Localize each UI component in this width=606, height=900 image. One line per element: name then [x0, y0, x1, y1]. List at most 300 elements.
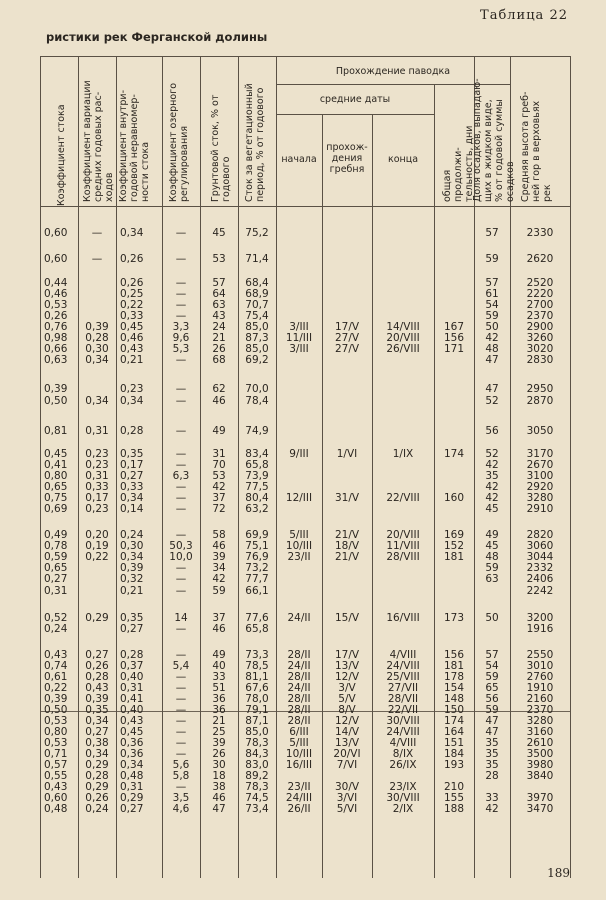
table-cell: 70,0 — [245, 383, 269, 395]
table-cell: 0,31 — [120, 781, 144, 793]
table-cell: 0,45 — [44, 448, 68, 460]
table-cell: 210 — [443, 781, 465, 793]
table-cell: 2370 — [526, 704, 554, 716]
table-cell: 0,60 — [44, 253, 68, 265]
table-cell: 59 — [212, 585, 226, 597]
table-cell: 34 — [212, 562, 226, 574]
table-cell: 0,81 — [44, 425, 68, 437]
table-cell: 14 — [174, 612, 188, 624]
table-cell: 0,23 — [85, 459, 109, 471]
header-veget: Сток за вегетационный период, % от годового — [244, 83, 266, 202]
table-cell: — — [175, 748, 187, 760]
table-cell — [374, 471, 432, 482]
table-cell: 0,22 — [44, 682, 68, 694]
table-cell: 0,48 — [120, 770, 144, 782]
table-cell: — — [175, 425, 187, 437]
table-cell: 5,6 — [172, 759, 190, 771]
table-cell: 0,22 — [120, 299, 144, 311]
table-cell — [278, 624, 320, 635]
header-nachala: начала — [281, 154, 317, 165]
table-cell: 5/III — [289, 737, 309, 749]
table-cell: 63 — [212, 299, 226, 311]
table-cell — [436, 300, 472, 311]
table-cell: 0,50 — [44, 704, 68, 716]
table-cell: 0,39 — [120, 562, 144, 574]
table-cell: 0,28 — [85, 671, 109, 683]
table-cell: — — [175, 253, 187, 265]
table-cell: 57 — [212, 277, 226, 289]
table-cell: 14/VIII — [386, 321, 420, 333]
table-cell: 0,17 — [85, 492, 109, 504]
table-cell: 37 — [212, 612, 226, 624]
table-cell: 53 — [212, 253, 226, 265]
table-cell: 0,43 — [44, 781, 68, 793]
table-cell: 10/III — [285, 748, 313, 760]
table-cell — [324, 426, 370, 437]
table-cell: 52 — [485, 448, 499, 460]
table-cell: 26/II — [287, 803, 311, 815]
table-cell: 73,9 — [245, 470, 269, 482]
table-cell: 27/V — [334, 332, 360, 344]
table-cell: 68 — [212, 354, 226, 366]
table-cell: 0,35 — [120, 612, 144, 624]
table-cell — [476, 586, 508, 597]
table-cell: 184 — [443, 748, 465, 760]
table-cell — [374, 300, 432, 311]
table-cell: 85,0 — [245, 343, 269, 355]
table-cell: 0,66 — [44, 343, 68, 355]
table-cell: 68,4 — [245, 277, 269, 289]
table-cell: 70,7 — [245, 299, 269, 311]
table-cell: 47 — [485, 354, 499, 366]
table-cell: 0,21 — [120, 354, 144, 366]
table-cell — [324, 384, 370, 395]
table-cell — [278, 460, 320, 471]
data-table — [40, 56, 570, 878]
table-cell: 0,60 — [44, 227, 68, 239]
table-cell: 0,29 — [85, 612, 109, 624]
table-cell — [476, 624, 508, 635]
table-cell: 2220 — [526, 288, 554, 300]
table-cell: 0,28 — [120, 649, 144, 661]
table-cell: 83,4 — [245, 448, 269, 460]
table-cell — [436, 355, 472, 366]
table-cell: — — [175, 288, 187, 300]
table-cell: 9,6 — [172, 332, 190, 344]
table-cell: 0,32 — [120, 573, 144, 585]
table-cell: 61 — [485, 288, 499, 300]
table-cell: 9/III — [289, 448, 309, 460]
table-cell: 174 — [443, 448, 465, 460]
table-cell: 0,80 — [44, 470, 68, 482]
table-cell — [374, 254, 432, 265]
table-cell — [278, 471, 320, 482]
table-cell: 152 — [443, 540, 465, 552]
table-cell: 75,4 — [245, 310, 269, 322]
table-cell: 54 — [485, 299, 499, 311]
table-cell: 0,44 — [44, 277, 68, 289]
table-cell: 45 — [485, 540, 499, 552]
table-cell: 23/II — [287, 781, 311, 793]
table-cell: 0,35 — [85, 704, 109, 716]
table-cell: 3280 — [526, 715, 554, 727]
col-rule — [116, 56, 117, 878]
table-cell: 36 — [212, 704, 226, 716]
table-cell: 0,63 — [44, 354, 68, 366]
table-cell — [374, 289, 432, 300]
table-cell: — — [91, 227, 103, 239]
table-cell: 3840 — [526, 770, 554, 782]
table-cell: 2242 — [526, 585, 554, 597]
table-cell: 171 — [443, 343, 465, 355]
table-cell: 0,33 — [85, 481, 109, 493]
table-cell: 33 — [212, 671, 226, 683]
table-cell — [374, 355, 432, 366]
table-cell: 0,46 — [120, 332, 144, 344]
table-cell: 23/II — [287, 551, 311, 563]
table-cell — [436, 574, 472, 585]
table-cell: — — [175, 623, 187, 635]
table-cell — [436, 624, 472, 635]
table-cell: 78,3 — [245, 737, 269, 749]
table-cell: — — [175, 682, 187, 694]
table-cell: 181 — [443, 551, 465, 563]
table-cell: 0,43 — [85, 682, 109, 694]
table-cell: 0,59 — [44, 551, 68, 563]
table-cell: — — [175, 671, 187, 683]
table-cell: 0,39 — [85, 321, 109, 333]
table-cell: 3010 — [526, 660, 554, 672]
table-cell: 73,2 — [245, 562, 269, 574]
table-cell: — — [175, 585, 187, 597]
table-cell: 24 — [212, 321, 226, 333]
col-rule — [40, 56, 41, 878]
table-cell: 28/II — [287, 715, 311, 727]
table-cell: 2700 — [526, 299, 554, 311]
table-cell: 0,27 — [120, 470, 144, 482]
table-cell: 151 — [443, 737, 465, 749]
table-cell: 28/VII — [387, 693, 419, 705]
table-cell: 3/V — [338, 682, 356, 694]
table-cell: 54 — [485, 660, 499, 672]
table-cell: 0,48 — [44, 803, 68, 815]
table-cell: 2330 — [526, 227, 554, 239]
table-cell: — — [175, 573, 187, 585]
table-cell: 28/II — [287, 671, 311, 683]
table-cell: 155 — [443, 792, 465, 804]
table-cell: — — [175, 299, 187, 311]
table-cell: — — [175, 715, 187, 727]
header-dlit: общая продолжи- тельность, дни — [442, 125, 475, 202]
header-k-vnutr: Коэффициент внутри- годовой неравномер- ности стока — [118, 89, 151, 202]
table-cell: 0,43 — [120, 715, 144, 727]
table-cell: 23/IX — [389, 781, 417, 793]
table-cell: — — [175, 383, 187, 395]
table-cell: 6,3 — [172, 470, 190, 482]
table-cell: 42 — [485, 481, 499, 493]
header-osadki: Доля осадков, выпадаю- щих в жидком виде, % от годовой суммы осадков — [472, 78, 516, 202]
table-cell: 26 — [212, 748, 226, 760]
table-cell: 2520 — [526, 277, 554, 289]
table-cell — [80, 289, 114, 300]
table-cell — [278, 504, 320, 515]
table-cell: 2160 — [526, 693, 554, 705]
table-cell: 2620 — [526, 253, 554, 265]
table-cell: 0,39 — [85, 693, 109, 705]
header-greben: прохож- дения гребня — [326, 142, 368, 175]
table-cell: 13/V — [334, 660, 360, 672]
table-cell: 24/II — [287, 660, 311, 672]
table-cell: 52 — [485, 395, 499, 407]
table-cell: 42 — [485, 332, 499, 344]
table-cell: 24/VIII — [386, 726, 420, 738]
table-cell: 26/VIII — [386, 343, 420, 355]
table-cell: 21 — [212, 715, 226, 727]
table-cell: 59 — [485, 310, 499, 322]
table-cell: 85,0 — [245, 726, 269, 738]
table-cell: 69,2 — [245, 354, 269, 366]
header-rule-bottom — [40, 206, 570, 207]
table-cell: 10/III — [285, 540, 313, 552]
table-cell: 42 — [212, 481, 226, 493]
table-cell: 83,0 — [245, 759, 269, 771]
table-cell — [324, 289, 370, 300]
table-cell: 72 — [212, 503, 226, 515]
table-cell: 85,0 — [245, 321, 269, 333]
table-cell: 0,71 — [44, 748, 68, 760]
table-cell — [324, 504, 370, 515]
table-cell: 56 — [485, 693, 499, 705]
table-cell: 0,27 — [120, 623, 144, 635]
col-rule — [162, 56, 163, 878]
col-rule — [322, 114, 323, 878]
table-cell: 28/II — [287, 649, 311, 661]
table-cell: 50 — [485, 321, 499, 333]
table-cell: — — [175, 448, 187, 460]
table-cell: 0,43 — [44, 649, 68, 661]
table-cell: 2370 — [526, 310, 554, 322]
table-cell: 156 — [443, 649, 465, 661]
table-cell: 42 — [485, 492, 499, 504]
table-cell: 0,34 — [85, 395, 109, 407]
table-cell: 0,98 — [44, 332, 68, 344]
table-cell: 43 — [212, 310, 226, 322]
table-cell — [80, 563, 114, 574]
table-cell: 0,53 — [44, 715, 68, 727]
header-k-var: Коэффициент вариации средних годовых рас- ходов — [82, 80, 115, 202]
table-cell: 0,65 — [44, 562, 68, 574]
table-cell: 4,6 — [172, 803, 190, 815]
table-cell: 154 — [443, 682, 465, 694]
table-cell: 65 — [485, 682, 499, 694]
table-cell: 3/VI — [336, 792, 358, 804]
table-cell — [324, 278, 370, 289]
table-cell — [436, 254, 472, 265]
table-cell: 0,76 — [44, 321, 68, 333]
table-cell: 0,27 — [85, 726, 109, 738]
table-cell: 70 — [212, 459, 226, 471]
table-cell: 46 — [212, 395, 226, 407]
table-cell: — — [175, 492, 187, 504]
table-cell: 31 — [212, 448, 226, 460]
table-cell: 0,45 — [120, 726, 144, 738]
table-cell — [278, 355, 320, 366]
table-cell: 64 — [212, 288, 226, 300]
table-cell: 0,52 — [44, 612, 68, 624]
table-cell: 30/VIII — [386, 715, 420, 727]
table-cell: 65,8 — [245, 459, 269, 471]
table-cell: — — [175, 562, 187, 574]
table-cell: 47 — [212, 803, 226, 815]
table-cell: 3980 — [526, 759, 554, 771]
table-cell: 50,3 — [169, 540, 193, 552]
table-cell: 36 — [212, 693, 226, 705]
table-cell: — — [175, 649, 187, 661]
table-cell: 21/V — [334, 529, 360, 541]
table-cell: 178 — [443, 671, 465, 683]
table-cell: 0,60 — [44, 792, 68, 804]
table-cell: 2920 — [526, 481, 554, 493]
table-cell: 3050 — [526, 425, 554, 437]
table-cell: 28/VIII — [386, 551, 420, 563]
table-cell: 59 — [485, 671, 499, 683]
table-cell: — — [175, 354, 187, 366]
table-cell: 0,27 — [85, 649, 109, 661]
table-cell: — — [175, 227, 187, 239]
table-cell: 0,39 — [44, 693, 68, 705]
table-cell: 2/IX — [392, 803, 414, 815]
table-cell: 57 — [485, 649, 499, 661]
table-cell: 63,2 — [245, 503, 269, 515]
table-cell: 0,30 — [85, 343, 109, 355]
table-cell: 0,30 — [120, 540, 144, 552]
table-cell: 24/II — [287, 682, 311, 694]
table-cell: 0,40 — [120, 704, 144, 716]
table-cell: 57 — [485, 277, 499, 289]
table-cell: 5,8 — [172, 770, 190, 782]
table-cell — [278, 396, 320, 407]
table-cell: 53 — [212, 470, 226, 482]
table-cell: 150 — [443, 704, 465, 716]
table-cell: 26 — [212, 343, 226, 355]
table-cell: 0,35 — [120, 448, 144, 460]
table-cell: 39 — [212, 737, 226, 749]
table-cell — [324, 586, 370, 597]
table-cell: 3/III — [289, 321, 309, 333]
table-cell — [374, 586, 432, 597]
table-cell: 48 — [485, 551, 499, 563]
table-cell: — — [175, 693, 187, 705]
table-cell: 0,45 — [120, 321, 144, 333]
table-cell — [374, 460, 432, 471]
table-cell: 0,38 — [85, 737, 109, 749]
table-cell: — — [175, 459, 187, 471]
table-cell: 0,36 — [120, 748, 144, 760]
table-cell: 11/VIII — [386, 540, 420, 552]
table-cell — [374, 278, 432, 289]
table-cell: 67,6 — [245, 682, 269, 694]
table-cell — [278, 278, 320, 289]
table-cell: 35 — [485, 748, 499, 760]
header-vysota: Средняя высота греб- ней гор в верховьях рек — [520, 91, 553, 202]
table-cell: 47 — [485, 726, 499, 738]
table-cell: 3260 — [526, 332, 554, 344]
table-cell: 173 — [443, 612, 465, 624]
table-cell: 0,34 — [120, 395, 144, 407]
table-cell — [278, 586, 320, 597]
table-cell — [80, 574, 114, 585]
table-cell: 30 — [212, 759, 226, 771]
table-cell: 0,57 — [44, 759, 68, 771]
table-number: Таблица 22 — [480, 8, 568, 23]
table-cell: 0,69 — [44, 503, 68, 515]
table-cell: 2610 — [526, 737, 554, 749]
table-cell: 0,34 — [120, 759, 144, 771]
table-cell: 24/II — [287, 612, 311, 624]
table-cell: 77,7 — [245, 573, 269, 585]
table-cell: 75,2 — [245, 227, 269, 239]
table-cell — [80, 384, 114, 395]
table-cell: 0,27 — [120, 803, 144, 815]
table-cell: 0,21 — [120, 585, 144, 597]
table-cell — [324, 574, 370, 585]
table-cell: 0,19 — [85, 540, 109, 552]
table-cell: 174 — [443, 715, 465, 727]
table-cell: 56 — [485, 425, 499, 437]
table-cell: 0,53 — [44, 299, 68, 311]
table-cell: 14/V — [334, 726, 360, 738]
table-cell: 0,46 — [44, 288, 68, 300]
table-cell — [436, 384, 472, 395]
table-cell: 73,4 — [245, 803, 269, 815]
table-cell: 84,3 — [245, 748, 269, 760]
table-cell: 78,0 — [245, 693, 269, 705]
table-cell: 15/V — [334, 612, 360, 624]
table-cell: 2760 — [526, 671, 554, 683]
table-cell: — — [91, 253, 103, 265]
table-cell: 18/V — [334, 540, 360, 552]
table-cell: 1916 — [526, 623, 554, 635]
table-cell: 66,1 — [245, 585, 269, 597]
table-cell: 0,31 — [85, 470, 109, 482]
table-cell: 71,4 — [245, 253, 269, 265]
col-rule — [238, 56, 239, 878]
table-cell: 3280 — [526, 492, 554, 504]
table-cell: 188 — [443, 803, 465, 815]
table-cell: 0,28 — [120, 425, 144, 437]
table-cell: 20/VI — [333, 748, 361, 760]
table-cell: — — [175, 737, 187, 749]
table-cell: 78,5 — [245, 660, 269, 672]
table-cell: 21 — [212, 332, 226, 344]
table-cell: 0,34 — [85, 354, 109, 366]
table-cell: 2830 — [526, 354, 554, 366]
table-cell: 39 — [212, 551, 226, 563]
table-cell: 0,36 — [120, 737, 144, 749]
table-cell: — — [175, 781, 187, 793]
table-cell: 6/III — [289, 726, 309, 738]
table-cell: 87,3 — [245, 332, 269, 344]
table-cell: 0,29 — [85, 781, 109, 793]
table-cell: 1/VI — [336, 448, 358, 460]
table-cell: 59 — [485, 253, 499, 265]
table-cell: 0,34 — [120, 492, 144, 504]
table-cell — [278, 563, 320, 574]
table-cell: 49 — [485, 529, 499, 541]
table-cell: 12/III — [285, 492, 313, 504]
table-cell — [80, 300, 114, 311]
table-cell: 78,4 — [245, 395, 269, 407]
